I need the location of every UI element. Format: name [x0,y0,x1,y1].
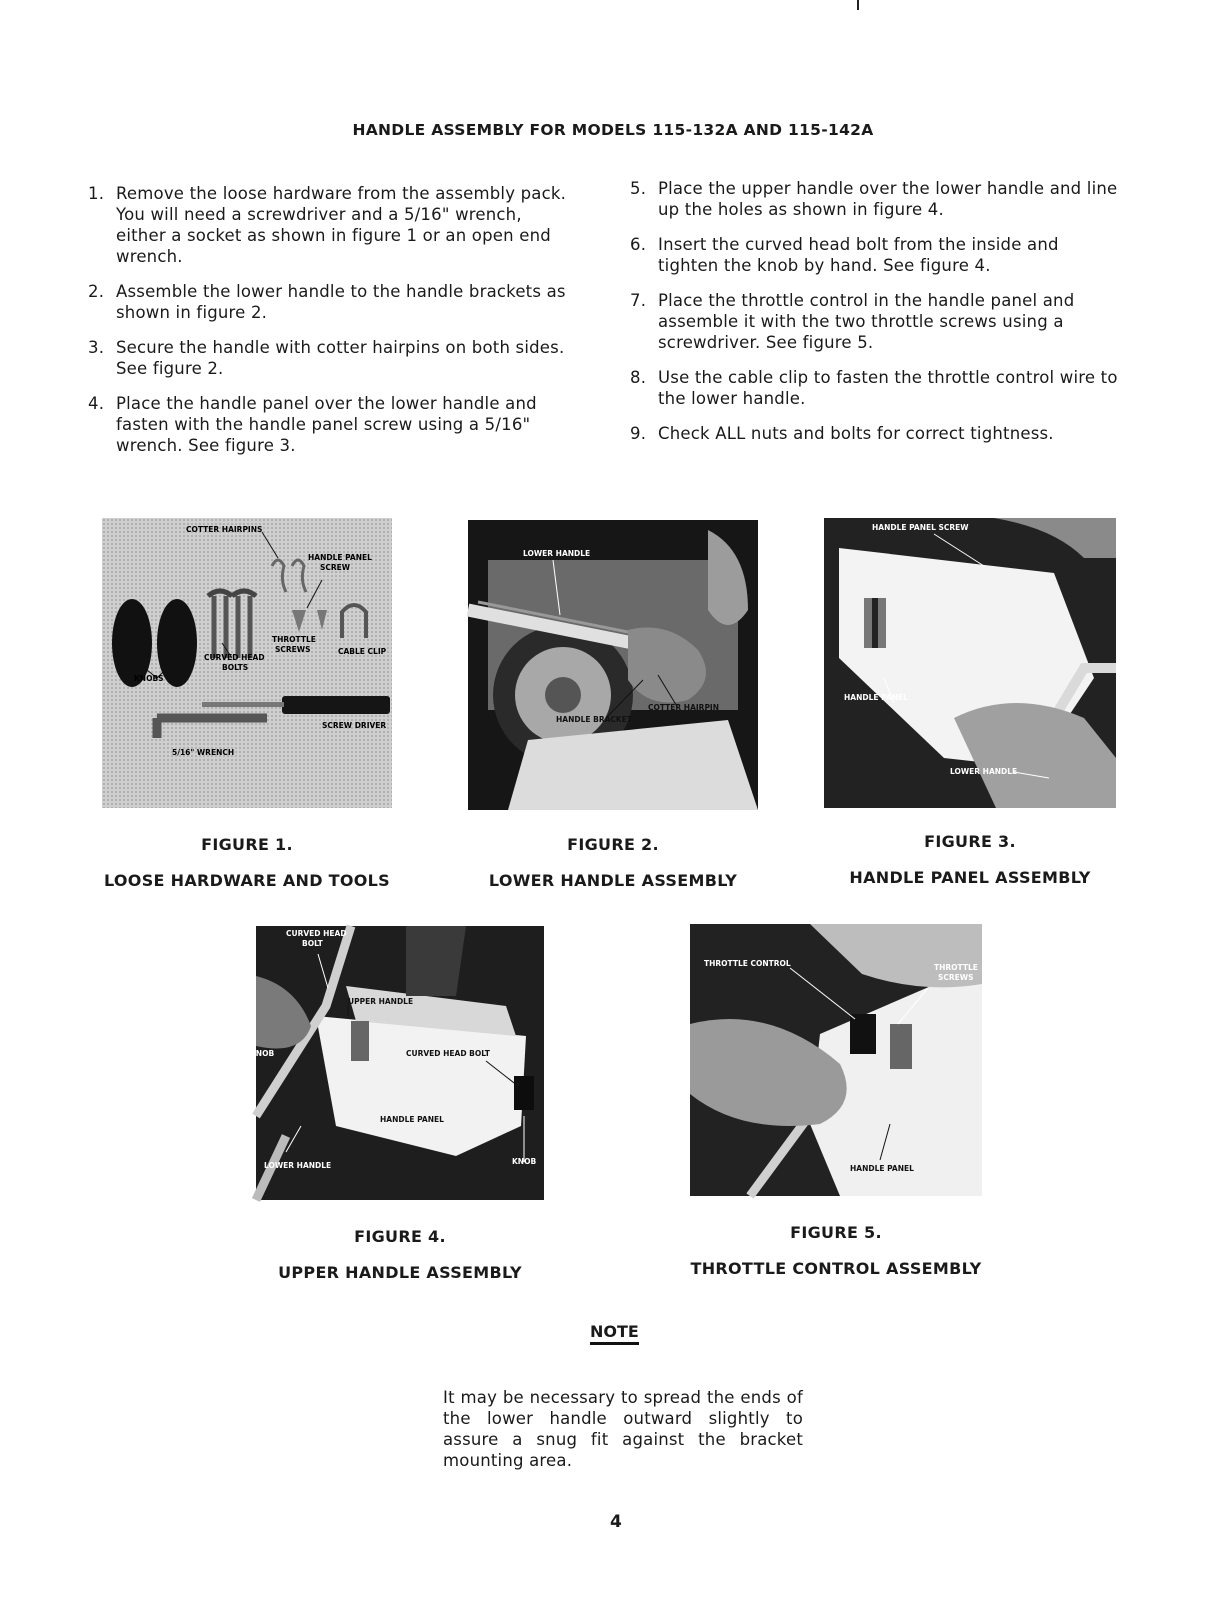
step-text: Check ALL nuts and bolts for correct tightness. [658,424,1054,443]
figure-number: FIGURE 5. [790,1223,882,1242]
fig4-label-upper: UPPER HANDLE [348,997,414,1006]
fig4-label-lower: LOWER HANDLE [264,1161,332,1170]
step-number: 9. [630,424,647,443]
leg-shape [406,926,466,996]
fig4-label-curved: CURVED HEAD [286,929,347,938]
fig1-label-cotter: COTTER HAIRPINS [186,525,263,534]
step-number: 2. [88,282,105,301]
fig1-label-screwdriver: SCREW DRIVER [322,721,387,730]
decal-shape [890,1024,912,1069]
step-text: Secure the handle with cotter hairpins on both sides. See figure 2. [116,338,565,378]
figure-2-caption [468,835,758,890]
figure-1-caption [102,835,392,890]
figure-5-caption [690,1223,982,1278]
steps-list-left [88,183,575,470]
page-tick-mark [857,0,859,10]
fig1-label-panel-screw: HANDLE PANEL [308,553,372,562]
step-text: Insert the curved head bolt from the inside and tighten the knob by hand. See figure 4. [658,235,1059,275]
figure-number: FIGURE 1. [201,835,293,854]
step-text: Place the handle panel over the lower handle and fasten with the handle panel screw using a 5/16" wrench. See figure 3. [116,394,537,455]
figure-title: UPPER HANDLE ASSEMBLY [278,1263,522,1282]
fig3-label-panel: HANDLE PANEL [844,693,908,702]
fig4-label-panel: HANDLE PANEL [380,1115,444,1124]
page-title: HANDLE ASSEMBLY FOR MODELS 115-132A AND 115-142A [352,121,874,139]
fig2-label-lower: LOWER HANDLE [523,549,591,558]
step-number: 8. [630,368,647,387]
screwdriver-shape [282,696,390,714]
figure-4-caption [256,1227,544,1282]
steps-list-right [630,178,1120,458]
figure-title: THROTTLE CONTROL ASSEMBLY [690,1259,982,1278]
fig1-label-cable: CABLE CLIP [338,647,387,656]
fig1-label-knobs: KNOBS [134,674,164,683]
step-number: 5. [630,179,647,198]
step-item [630,290,1120,353]
figure-2-photo [468,520,758,810]
fig2-label-bracket: HANDLE BRACKET [556,715,632,724]
figure-3-caption [824,832,1116,887]
step-number: 1. [88,184,105,203]
fig1-label-throttle-2: SCREWS [275,645,311,654]
step-number: 3. [88,338,105,357]
figure-3-photo [824,518,1116,808]
note-text: It may be necessary to spread the ends of the lower handle outward slightly to assure a snug fit against the bracket mounting area. [443,1388,803,1470]
figure-title: LOWER HANDLE ASSEMBLY [488,871,738,890]
fig2-label-cotter: COTTER HAIRPIN [648,703,720,712]
page-number: 4 [610,1512,622,1532]
figure-number: FIGURE 4. [354,1227,446,1246]
step-item [630,234,1120,276]
fig4-label-knob-right: KNOB [512,1157,537,1166]
figure-1-photo [102,518,392,808]
fig5-label-panel: HANDLE PANEL [850,1164,914,1173]
decal-shape [351,1021,369,1061]
fig1-label-throttle: THROTTLE [272,635,316,644]
fig5-label-screws: THROTTLE [934,963,978,972]
figure-number: FIGURE 3. [924,832,1016,851]
step-item [88,183,575,267]
step-text: Place the throttle control in the handle panel and assemble it with the two throttle screws using a screwdriver. See figure 5. [658,291,1075,352]
step-number: 6. [630,235,647,254]
step-text: Place the upper handle over the lower handle and line up the holes as shown in figure 4. [658,179,1118,219]
step-number: 7. [630,291,647,310]
figure-5-photo [690,924,982,1196]
knob-shape [514,1076,534,1110]
fig5-label-screws-2: SCREWS [938,973,974,982]
step-item [88,337,575,379]
fig1-label-curved: CURVED HEAD [204,653,265,662]
step-text: Use the cable clip to fasten the throttle control wire to the lower handle. [658,368,1118,408]
fig4-label-curved-bolt: CURVED HEAD BOLT [406,1049,490,1058]
step-text: Assemble the lower handle to the handle brackets as shown in figure 2. [116,282,566,322]
fig1-label-panel-screw-2: SCREW [320,563,351,572]
note-heading: NOTE [590,1322,639,1345]
step-item [88,393,575,456]
screwdriver-shaft [202,702,284,707]
figure-title: LOOSE HARDWARE AND TOOLS [103,871,391,890]
step-number: 4. [88,394,105,413]
figure-number: FIGURE 2. [567,835,659,854]
figure-title: HANDLE PANEL ASSEMBLY [849,868,1091,887]
fig4-label-knob-left: KNOB [250,1049,275,1058]
fig4-label-curved-2: BOLT [302,939,323,948]
fig3-label-screw: HANDLE PANEL SCREW [872,523,969,532]
fig5-label-throttle: THROTTLE CONTROL [704,959,791,968]
fig1-label-wrench: 5/16" WRENCH [172,748,235,757]
throttle-control-shape [850,1014,876,1054]
fig1-label-curved-2: BOLTS [222,663,249,672]
fig3-label-lower: LOWER HANDLE [950,767,1018,776]
step-item [630,178,1120,220]
figure-4-photo [250,926,544,1200]
step-text: Remove the loose hardware from the assembly pack. You will need a screwdriver and a 5/16" wrench, either a socket as shown in figure 1 or an open end wrench. [116,184,567,266]
step-item [630,423,1120,444]
step-item [88,281,575,323]
step-item [630,367,1120,409]
